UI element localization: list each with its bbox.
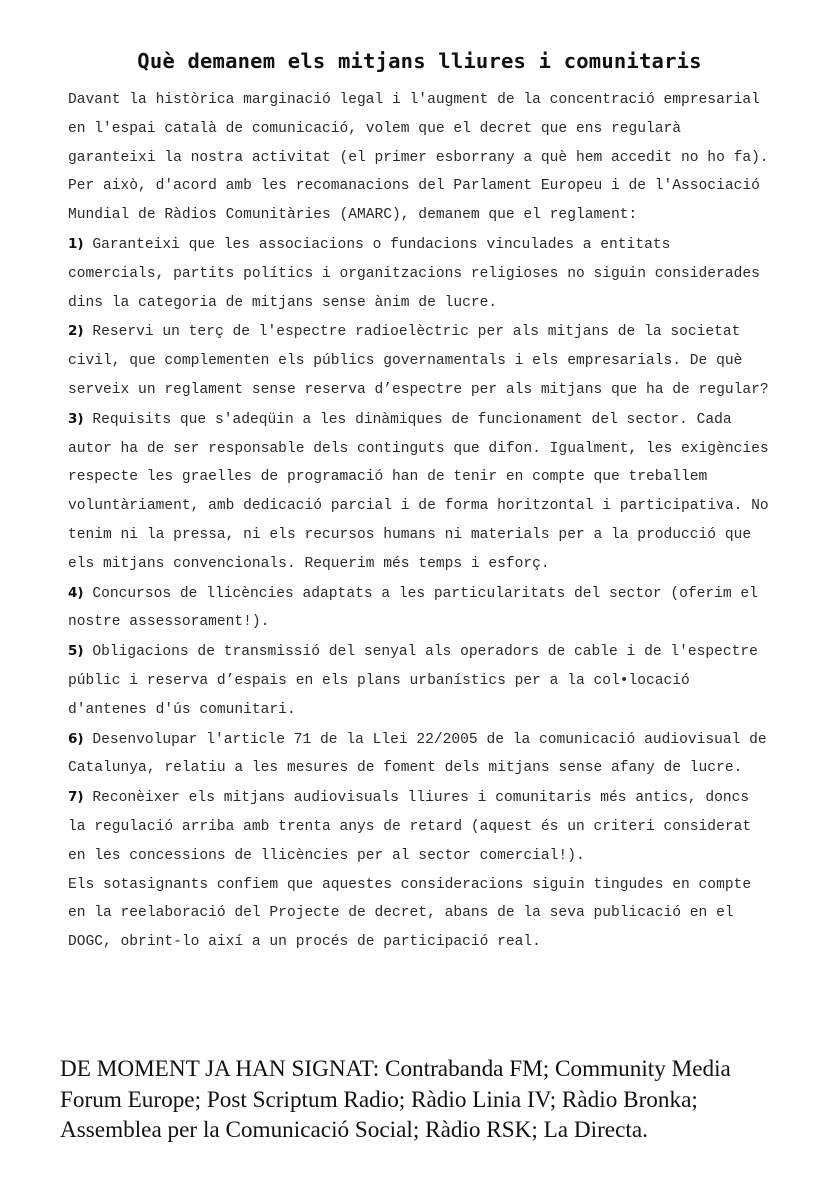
demand-item [68,783,773,870]
demand-text: Obligacions de transmissió del senyal als operadors de cable i de l'espectre públic i reserva d’espais en els plans urbanístics per a la col•locació d'antenes d'ús comunitari. [68,644,758,718]
demand-text: Garanteixi que les associacions o fundacions vinculades a entitats comercials, partits polítics i organitzacions religioses no siguin considerades dins la categoria de mitjans sense ànim de lucre. [68,236,760,311]
demand-text: Desenvolupar l'article 71 de la Llei 22/2005 de la comunicació audiovisual de Catalunya, relatiu a les mesures de foment dels mitjans sense afany de lucre. [68,731,767,777]
demand-item [68,579,773,638]
demand-number: 2) [68,323,84,340]
demand-text: Reconèixer els mitjans audiovisuals lliures i comunitaris més antics, doncs la regulació arriba amb trenta anys de retard (aquest és un criteri considerat en les concessions de llicències per al sector comercial!). [68,790,752,864]
demand-text: Reservi un terç de l'espectre radioelèctric per als mitjans de la societat civil, que complementen els públics governamentals i els empresarials. De què serveix un reglament sense reserva d’espectre per als mitjans que ha de regular? [68,324,769,398]
demand-number: 7) [68,789,84,806]
demand-item [68,230,773,317]
document-body [68,86,773,957]
demand-text: Concursos de llicències adaptats a les particularitats del sector (oferim el nostre assessorament!). [68,585,758,631]
demand-item [68,637,773,724]
demand-item [68,405,773,579]
demand-item [68,725,773,784]
demand-text: Requisits que s'adeqüin a les dinàmiques de funcionament del sector. Cada autor ha de ser responsable dels continguts que difon. Igualment, les exigències respecte les graelles de programació han de tenir en compte que treballem voluntàriament, amb dedicació parcial i de forma horitzontal i participativa. No tenim ni la pressa, ni els recursos humans ni materials per a la producció que els mitjans convencionals. Requerim més temps i esforç. [68,411,769,572]
demand-number: 5) [68,643,84,660]
signatories-list: DE MOMENT JA HAN SIGNAT: Contrabanda FM; Community Media Forum Europe; Post Scriptum Radio; Ràdio Linia IV; Ràdio Bronka; Assemblea per la Comunicació Social; Ràdio RSK; La Directa. [60,1056,731,1143]
demand-number: 1) [68,235,84,252]
intro-paragraph: Davant la històrica marginació legal i l'augment de la concentració empresarial en l'espai català de comunicació, volem que el decret que ens regularà garanteixi la nostra activitat (el primer esborrany a què hem accedit no ho fa). Per això, d'acord amb les recomanacions del Parlament Europeu i de l'Associació Mundial de Ràdios Comunitàries (AMARC), demanem que el reglament: [68,92,769,224]
demand-item [68,317,773,404]
demand-number: 4) [68,584,84,601]
demand-number: 6) [68,730,84,747]
demand-number: 3) [68,410,84,427]
closing-paragraph: Els sotasignants confiem que aquestes consideracions siguin tingudes en compte en la reelaboració del Projecte de decret, abans de la seva publicació en el DOGC, obrint-lo així a un procés de participació real. [68,876,752,951]
document-title: Què demanem els mitjans lliures i comunitaris [137,49,702,73]
